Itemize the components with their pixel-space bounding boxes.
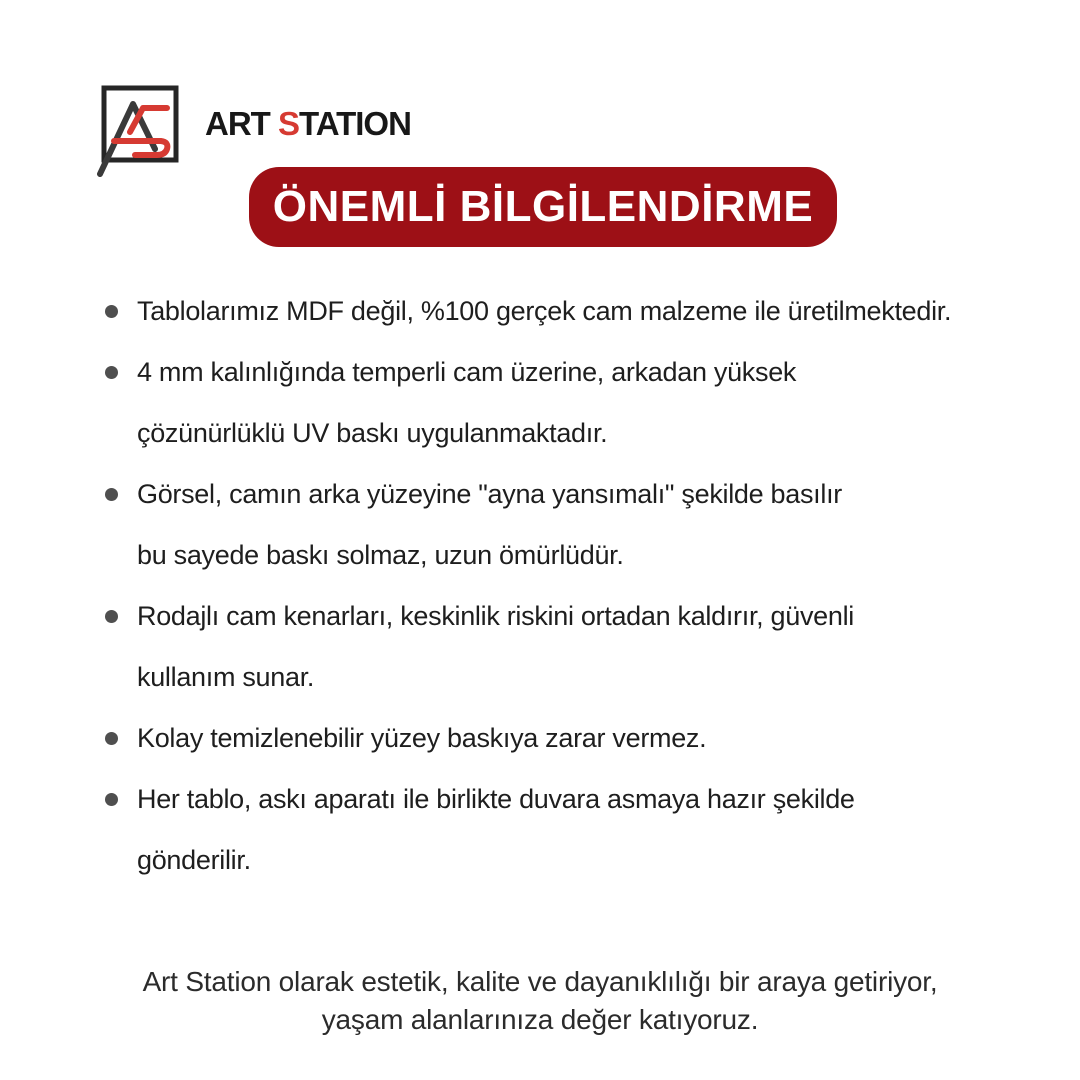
banner-title: ÖNEMLİ BİLGİLENDİRME [272, 182, 814, 231]
list-item-text: Rodajlı cam kenarları, keskinlik riskini ortadan kaldırır, güvenli [137, 601, 855, 631]
art-station-logo-icon [97, 83, 189, 179]
brand-name-prefix: ART [205, 105, 278, 142]
list-item-continuation [0, 525, 1080, 586]
list-item-continuation [0, 403, 1080, 464]
list-item-text: bu sayede baskı solmaz, uzun ömürlüdür. [137, 540, 624, 570]
list-item [0, 342, 1080, 403]
list-item-text: 4 mm kalınlığında temperli cam üzerine, arkadan yüksek [137, 357, 797, 387]
list-item-text: Her tablo, askı aparatı ile birlikte duvara asmaya hazır şekilde [137, 784, 855, 814]
brand-wordmark [205, 105, 411, 143]
bullet-dot-icon [105, 732, 118, 745]
bullet-dot-icon [105, 488, 118, 501]
list-item [0, 708, 1080, 769]
info-bullet-list [0, 281, 1080, 891]
important-info-banner [249, 167, 837, 247]
list-item-text: Görsel, camın arka yüzeyine "ayna yansımalı" şekilde basılır [137, 479, 842, 509]
list-item [0, 769, 1080, 830]
bullet-dot-icon [105, 793, 118, 806]
footer-line-1: Art Station olarak estetik, kalite ve dayanıklılığı bir araya getiriyor, [142, 966, 938, 997]
list-item-text: Kolay temizlenebilir yüzey baskıya zarar vermez. [137, 723, 707, 753]
bullet-dot-icon [105, 610, 118, 623]
list-item-text: gönderilir. [137, 845, 251, 875]
bullet-dot-icon [105, 305, 118, 318]
brand-name-accent: S [278, 105, 300, 142]
footer-tagline [0, 963, 1080, 1039]
bullet-dot-icon [105, 366, 118, 379]
list-item [0, 586, 1080, 647]
footer-line-2: yaşam alanlarınıza değer katıyoruz. [321, 1004, 759, 1035]
list-item-text: kullanım sunar. [137, 662, 315, 692]
list-item [0, 281, 1080, 342]
list-item-text: çözünürlüklü UV baskı uygulanmaktadır. [137, 418, 608, 448]
list-item-text: Tablolarımız MDF değil, %100 gerçek cam malzeme ile üretilmektedir. [137, 296, 952, 326]
list-item-continuation [0, 647, 1080, 708]
list-item-continuation [0, 830, 1080, 891]
list-item [0, 464, 1080, 525]
brand-name-suffix: TATION [299, 105, 411, 142]
